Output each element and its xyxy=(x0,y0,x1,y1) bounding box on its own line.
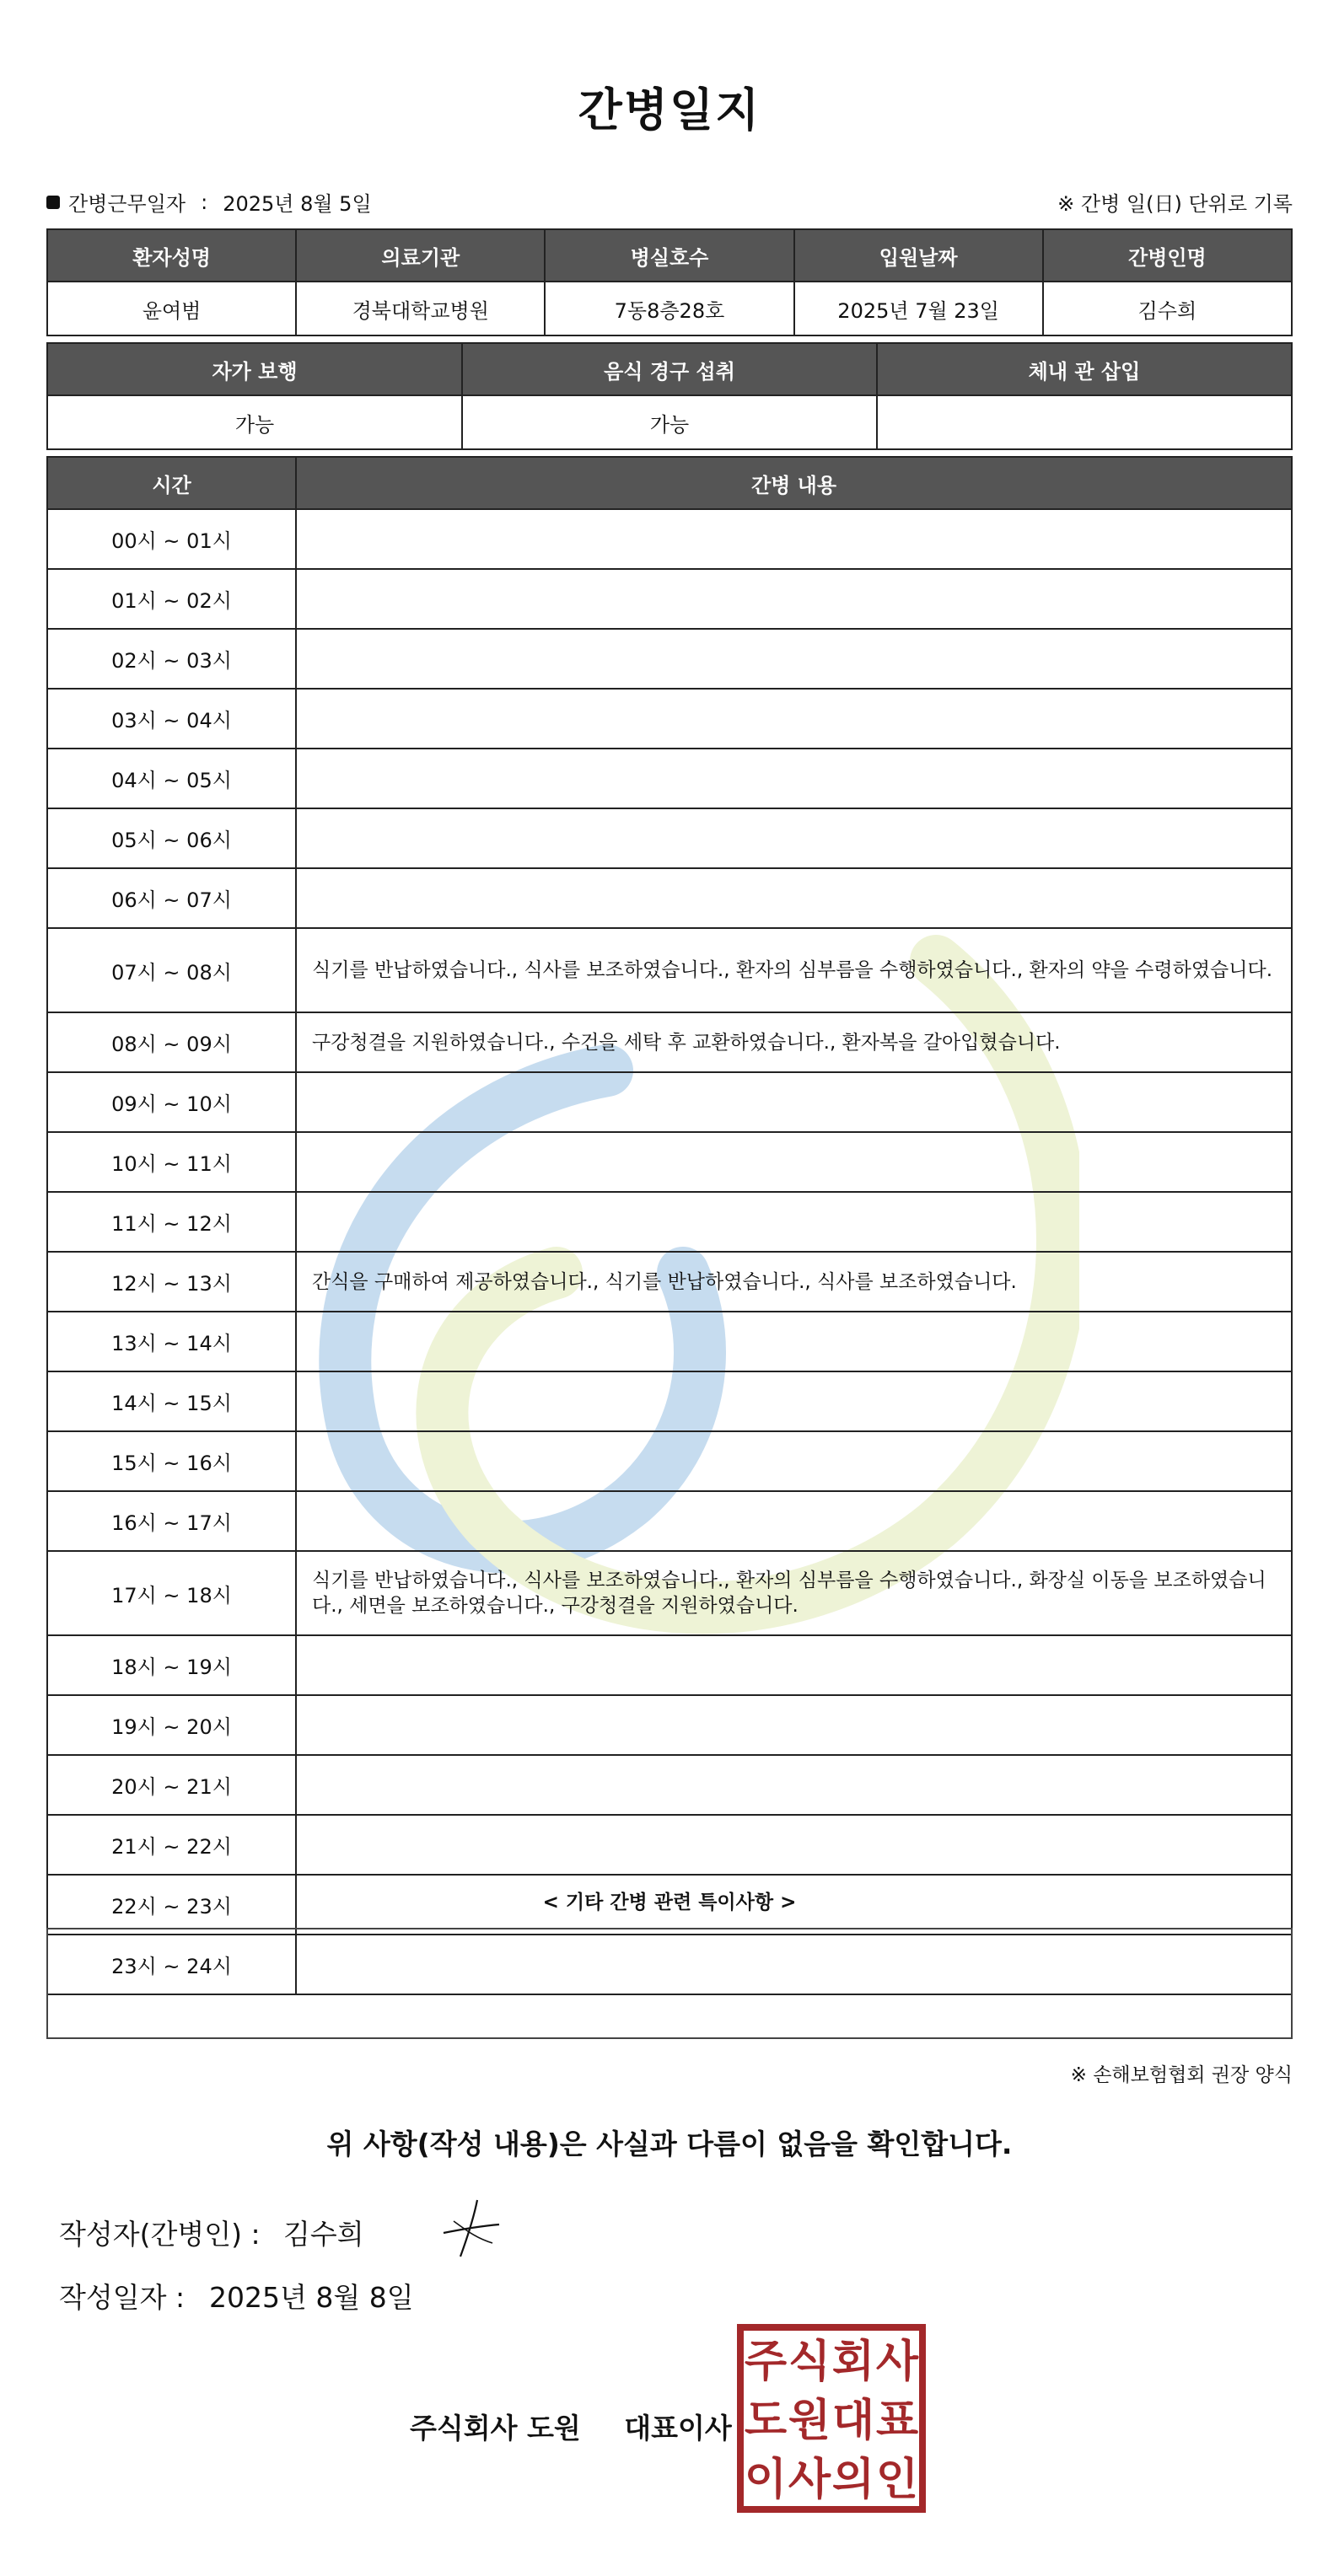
header-tube-insertion: 체내 관 삽입 xyxy=(877,343,1292,395)
row-care-content xyxy=(296,1695,1292,1755)
tube-insertion-value xyxy=(877,395,1292,449)
header-room: 병실호수 xyxy=(545,229,793,282)
table-row xyxy=(47,1815,1292,1875)
row-time: 17시 ~ 18시 xyxy=(47,1551,296,1635)
writer-row xyxy=(59,2213,364,2252)
row-care-content xyxy=(296,1431,1292,1491)
row-time: 19시 ~ 20시 xyxy=(47,1695,296,1755)
row-care-content xyxy=(296,1635,1292,1695)
row-care-content xyxy=(296,1815,1292,1875)
patient-condition-table xyxy=(46,342,1293,450)
seal-character: 이 xyxy=(744,2455,788,2505)
row-time: 09시 ~ 10시 xyxy=(47,1072,296,1132)
square-bullet-icon xyxy=(46,196,60,209)
seal-character: 의 xyxy=(831,2455,875,2505)
header-time: 시간 xyxy=(47,457,296,509)
row-time: 05시 ~ 06시 xyxy=(47,808,296,868)
table-row xyxy=(47,509,1292,569)
patient-info-table xyxy=(46,228,1293,336)
company-name: 주식회사 도원 xyxy=(410,2412,581,2445)
admission-date: 2025년 7월 23일 xyxy=(794,282,1043,335)
seal-character: 도 xyxy=(744,2396,788,2446)
writer-label: 작성자(간병인) : xyxy=(59,2218,261,2251)
row-time: 18시 ~ 19시 xyxy=(47,1635,296,1695)
row-care-content xyxy=(296,689,1292,749)
table-row xyxy=(47,1072,1292,1132)
header-hospital: 의료기관 xyxy=(296,229,545,282)
row-care-content xyxy=(296,868,1292,928)
table-row xyxy=(47,1132,1292,1192)
row-care-content: 간식을 구매하여 제공하였습니다., 식기를 반납하였습니다., 식사를 보조하였습니다. xyxy=(296,1252,1292,1312)
patient-name: 윤여범 xyxy=(47,282,296,335)
seal-character: 식 xyxy=(788,2337,831,2387)
work-date xyxy=(46,187,372,217)
row-time: 01시 ~ 02시 xyxy=(47,569,296,629)
table-row xyxy=(47,1635,1292,1695)
table-row xyxy=(47,1312,1292,1371)
care-log-rows xyxy=(47,509,1292,1994)
table-row xyxy=(47,1695,1292,1755)
seal-character: 원 xyxy=(788,2396,831,2446)
seal-character: 대 xyxy=(831,2396,875,2446)
table-row xyxy=(47,1371,1292,1431)
header-caregiver: 간병인명 xyxy=(1043,229,1292,282)
header-patient-name: 환자성명 xyxy=(47,229,296,282)
company-seal-stamp xyxy=(737,2324,926,2513)
row-care-content xyxy=(296,629,1292,689)
page-title: 간병일지 xyxy=(578,83,761,137)
seal-character: 사 xyxy=(875,2337,919,2387)
header-walking: 자가 보행 xyxy=(47,343,462,395)
row-time: 12시 ~ 13시 xyxy=(47,1252,296,1312)
row-care-content xyxy=(296,749,1292,808)
row-care-content xyxy=(296,1192,1292,1252)
row-time: 06시 ~ 07시 xyxy=(47,868,296,928)
header-oral-intake: 음식 경구 섭취 xyxy=(462,343,877,395)
seal-character: 주 xyxy=(744,2337,788,2387)
table-row xyxy=(47,1192,1292,1252)
row-care-content xyxy=(296,1072,1292,1132)
row-care-content xyxy=(296,509,1292,569)
row-time: 04시 ~ 05시 xyxy=(47,749,296,808)
written-date-value: 2025년 8월 8일 xyxy=(209,2281,414,2314)
table-row xyxy=(47,808,1292,868)
written-date-label: 작성일자 : xyxy=(59,2281,186,2314)
walking-value: 가능 xyxy=(47,395,462,449)
company-ceo-title: 대표이사 xyxy=(624,2412,732,2445)
table-row xyxy=(47,868,1292,928)
daily-record-note: ※ 간병 일(日) 단위로 기록 xyxy=(1057,192,1293,216)
company-signature xyxy=(410,2407,732,2446)
table-row xyxy=(47,1431,1292,1491)
seal-character: 사 xyxy=(788,2455,831,2505)
row-time: 00시 ~ 01시 xyxy=(47,509,296,569)
row-care-content: 식기를 반납하였습니다., 식사를 보조하였습니다., 환자의 심부름을 수행하였습니다., 화장실 이동을 보조하였습니다., 세면을 보조하였습니다., 구강청결을 지원하였습니다. xyxy=(296,1551,1292,1635)
header-care-content: 간병 내용 xyxy=(296,457,1292,509)
row-time: 15시 ~ 16시 xyxy=(47,1431,296,1491)
row-time: 10시 ~ 11시 xyxy=(47,1132,296,1192)
oral-intake-value: 가능 xyxy=(462,395,877,449)
row-care-content: 식기를 반납하였습니다., 식사를 보조하였습니다., 환자의 심부름을 수행하였습니다., 환자의 약을 수령하였습니다. xyxy=(296,928,1292,1012)
work-date-label: 간병근무일자 xyxy=(68,192,186,216)
table-row xyxy=(47,1551,1292,1635)
row-time: 23시 ~ 24시 xyxy=(47,1935,296,1994)
seal-character: 회 xyxy=(831,2337,875,2387)
row-time: 21시 ~ 22시 xyxy=(47,1815,296,1875)
table-row xyxy=(47,1252,1292,1312)
meta-row xyxy=(46,187,1293,216)
row-care-content xyxy=(296,1132,1292,1192)
table-row xyxy=(47,1491,1292,1551)
row-time: 11시 ~ 12시 xyxy=(47,1192,296,1252)
remarks-title: < 기타 간병 관련 특이사항 > xyxy=(542,1892,797,1913)
seal-character: 표 xyxy=(875,2396,919,2446)
row-care-content xyxy=(296,808,1292,868)
room-number: 7동8층28호 xyxy=(545,282,793,335)
row-care-content xyxy=(296,1491,1292,1551)
writer-name: 김수희 xyxy=(283,2218,364,2251)
row-time: 03시 ~ 04시 xyxy=(47,689,296,749)
table-row xyxy=(47,928,1292,1012)
table-row xyxy=(47,569,1292,629)
row-time: 08시 ~ 09시 xyxy=(47,1012,296,1072)
table-row xyxy=(47,749,1292,808)
row-time: 13시 ~ 14시 xyxy=(47,1312,296,1371)
row-care-content xyxy=(296,1312,1292,1371)
row-care-content: 구강청결을 지원하였습니다., 수건을 세탁 후 교환하였습니다., 환자복을 갈아입혔습니다. xyxy=(296,1012,1292,1072)
recommended-form-note: ※ 손해보험협회 권장 양식 xyxy=(1070,2064,1293,2086)
row-care-content xyxy=(296,1371,1292,1431)
work-date-separator: : xyxy=(201,190,208,214)
table-row xyxy=(47,1012,1292,1072)
row-time: 16시 ~ 17시 xyxy=(47,1491,296,1551)
row-time: 02시 ~ 03시 xyxy=(47,629,296,689)
care-log-table xyxy=(46,456,1293,1995)
table-row xyxy=(47,689,1292,749)
row-care-content xyxy=(296,1755,1292,1815)
row-time: 14시 ~ 15시 xyxy=(47,1371,296,1431)
work-date-value: 2025년 8월 5일 xyxy=(223,192,372,216)
header-admission-date: 입원날짜 xyxy=(794,229,1043,282)
row-time: 07시 ~ 08시 xyxy=(47,928,296,1012)
hospital-name: 경북대학교병원 xyxy=(296,282,545,335)
table-row xyxy=(47,1755,1292,1815)
confirmation-statement: 위 사항(작성 내용)은 사실과 다름이 없음을 확인합니다. xyxy=(326,2128,1013,2160)
seal-character: 인 xyxy=(875,2455,919,2505)
caregiver-name: 김수희 xyxy=(1043,282,1292,335)
row-time: 22시 ~ 23시 xyxy=(47,1875,296,1935)
table-row xyxy=(47,629,1292,689)
row-care-content xyxy=(296,569,1292,629)
row-time: 20시 ~ 21시 xyxy=(47,1755,296,1815)
written-date-row xyxy=(59,2276,414,2316)
signature-mark xyxy=(437,2196,504,2263)
remarks-box xyxy=(46,1928,1293,2039)
